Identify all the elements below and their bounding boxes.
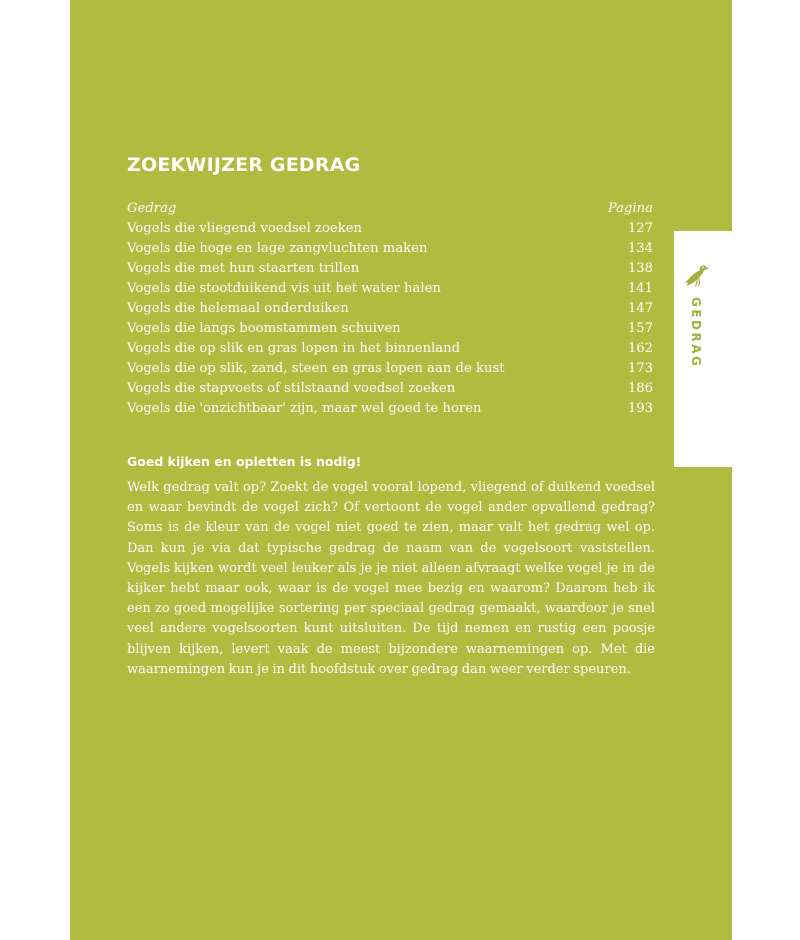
column-header-page: Pagina	[607, 201, 653, 216]
page-number: 157	[627, 321, 653, 336]
page-number: 127	[627, 221, 653, 236]
behavior-label: Vogels die hoge en lage zangvluchten maken	[127, 241, 428, 256]
section-heading: Goed kijken en opletten is nodig!	[127, 454, 362, 469]
behavior-label: Vogels die helemaal onderduiken	[127, 301, 349, 316]
page-number: 193	[627, 401, 653, 416]
table-row[interactable]	[127, 259, 653, 279]
page-number: 173	[627, 361, 653, 376]
chapter-tab[interactable]	[674, 231, 732, 467]
table-row[interactable]	[127, 379, 653, 399]
table-header	[127, 199, 653, 219]
table-row[interactable]	[127, 339, 653, 359]
table-row[interactable]	[127, 359, 653, 379]
table-rows	[127, 219, 653, 419]
page-number: 141	[627, 281, 653, 296]
page-number: 147	[627, 301, 653, 316]
bird-icon	[683, 262, 713, 288]
table-row[interactable]	[127, 399, 653, 419]
page-number: 162	[627, 341, 653, 356]
behavior-label: Vogels die vliegend voedsel zoeken	[127, 221, 362, 236]
behavior-label: Vogels die stapvoets of stilstaand voedsel zoeken	[127, 381, 456, 396]
behavior-index-table	[127, 199, 653, 419]
behavior-label: Vogels die met hun staarten trillen	[127, 261, 360, 276]
book-page	[70, 0, 732, 940]
table-row[interactable]	[127, 299, 653, 319]
chapter-tab-label: GEDRAG	[689, 297, 703, 369]
table-row[interactable]	[127, 319, 653, 339]
behavior-label: Vogels die langs boomstammen schuiven	[127, 321, 401, 336]
behavior-label: Vogels die 'onzichtbaar' zijn, maar wel goed te horen	[127, 401, 482, 416]
table-row[interactable]	[127, 279, 653, 299]
page-number: 186	[627, 381, 653, 396]
behavior-label: Vogels die op slik en gras lopen in het binnenland	[127, 341, 461, 356]
page-number: 134	[627, 241, 653, 256]
page-number: 138	[627, 261, 653, 276]
behavior-label: Vogels die stootduikend vis uit het water halen	[127, 281, 441, 296]
page-title: ZOEKWIJZER GEDRAG	[127, 154, 361, 176]
column-header-behavior: Gedrag	[127, 201, 177, 216]
section-body: Welk gedrag valt op? Zoekt de vogel vooral lopend, vliegend of duikend voedsel en waar bevindt de vogel zich? Of vertoont de vogel ander opvallend gedrag? Soms is de kleur van de vogel niet goed te zien, maar valt het gedrag wel op. Dan kun je via dat typische gedrag de naam van de vogelsoort vaststellen. Vogels kijken wordt veel leuker als je je niet alleen afvraagt welke vogel je in de kijker hebt maar ook, waar is de vogel mee bezig en waarom? Daarom heb ik een zo goed mogelijke sortering per speciaal gedrag gemaakt, waardoor je snel veel andere vogelsoorten kunt uitsluiten. De tijd nemen en rustig een poosje blijven kijken, levert vaak de meest bijzondere waarnemingen op. Met die waarnemingen kun je in dit hoofdstuk over gedrag dan weer verder speuren.	[127, 480, 655, 677]
behavior-label: Vogels die op slik, zand, steen en gras lopen aan de kust	[127, 361, 505, 376]
table-row[interactable]	[127, 219, 653, 239]
table-row[interactable]	[127, 239, 653, 259]
